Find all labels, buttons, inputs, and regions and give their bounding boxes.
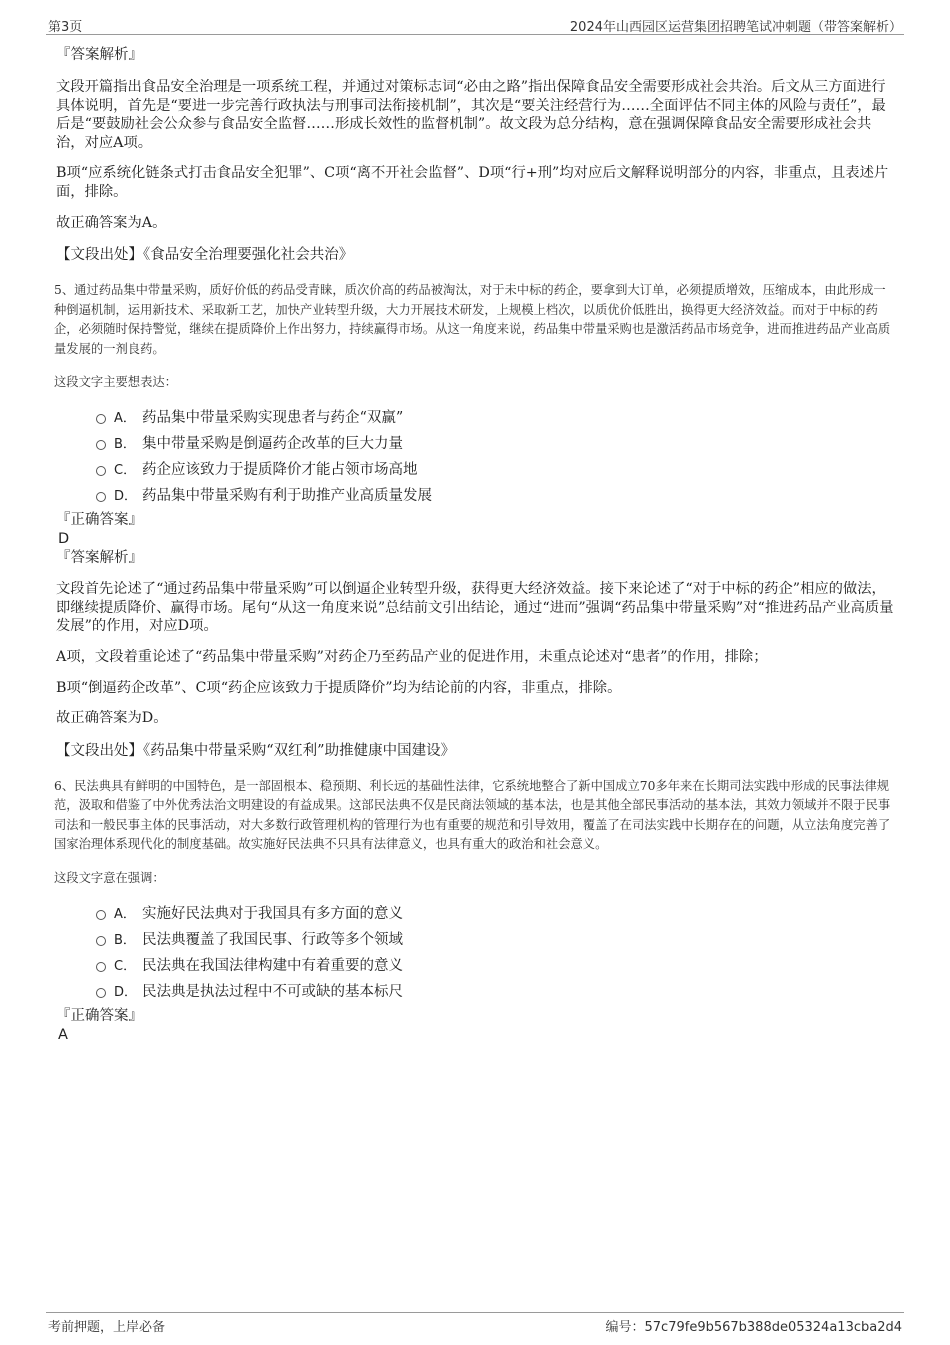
answer-value: A bbox=[58, 1026, 68, 1043]
option-a[interactable]: A． 药品集中带量采购实现患者与药企“双赢” bbox=[96, 405, 894, 431]
analysis-label: 『答案解析』 bbox=[56, 47, 143, 63]
analysis-paragraph: 文段首先论述了“通过药品集中带量采购”可以倒逼企业转型升级，获得更大经济效益。接下来论述了“对于中标的药企”相应的做法，即继续提质降价、赢得市场。尾句“从这一角度来说”总结前文引出结论，通过“进而”强调“药品集中带量采购”对“推进药品产业高质量发展”的作用，对应D项。 bbox=[56, 581, 894, 635]
option-a[interactable]: A． 实施好民法典对于我国具有多方面的意义 bbox=[96, 901, 894, 927]
page-number: 第3页 bbox=[48, 20, 83, 35]
question-stem: 6、民法典具有鲜明的中国特色，是一部固根本、稳预期、利长远的基础性法律，它系统地整合了新中国成立70多年来在长期司法实践中形成的民事法律规范，汲取和借鉴了中外优秀法治文明建设的有益成果。这部民法典不仅是民商法领域的基本法，也是其他全部民事活动的基本法，其效力领域并不限于民事司法和一般民事主体的民事活动，对大多数行政管理机构的管理行为也有重要的规范和引导效用，覆盖了在司法实践中长期存在的问题，从立法角度完善了国家治理体系现代化的制度基础。故实施好民法典不只具有法律意义，也具有重大的政治和社会意义。 bbox=[54, 778, 891, 852]
option-b[interactable]: B． 集中带量采购是倒逼药企改革的巨大力量 bbox=[96, 431, 894, 457]
radio-icon[interactable] bbox=[96, 466, 106, 476]
document-id: 编号：57c79fe9b567b388de05324a13cba2d4 bbox=[605, 1320, 902, 1335]
radio-icon[interactable] bbox=[96, 910, 106, 920]
option-c[interactable]: C． 民法典在我国法律构建中有着重要的意义 bbox=[96, 953, 894, 979]
option-b[interactable]: B． 民法典覆盖了我国民事、行政等多个领域 bbox=[96, 927, 894, 953]
analysis-paragraph: 故正确答案为A。 bbox=[56, 214, 167, 231]
option-d[interactable]: D． 药品集中带量采购有利于助推产业高质量发展 bbox=[96, 483, 894, 509]
radio-icon[interactable] bbox=[96, 440, 106, 450]
question-stem: 5、通过药品集中带量采购，质好价低的药品受青睐，质次价高的药品被淘汰，对于未中标的药企，要拿到大订单，必须提质增效，压缩成本，由此形成一种倒逼机制，运用新技术、采取新工艺，加快产业转型升级，大力开展技术研发，上规模上档次，以质优价低胜出，换得更大经济效益。而对于中标的药企，必须随时保持警觉，继续在提质降价上作出努力，持续赢得市场。从这一角度来说，药品集中带量采购也是激活药品市场竞争，进而推进药品产业高质量发展的一剂良药。 bbox=[54, 283, 891, 356]
option-d[interactable]: D． 民法典是执法过程中不可或缺的基本标尺 bbox=[96, 979, 894, 1005]
options-list bbox=[56, 901, 894, 1005]
analysis-paragraph: B项“倒逼药企改革”、C项“药企应该致力于提质降价”均为结论前的内容，非重点，排除。 bbox=[56, 679, 622, 696]
radio-icon[interactable] bbox=[96, 936, 106, 946]
radio-icon[interactable] bbox=[96, 492, 106, 502]
answer-value: D bbox=[58, 531, 70, 548]
answer-label: 『正确答案』 bbox=[56, 1007, 143, 1024]
radio-icon[interactable] bbox=[96, 988, 106, 998]
answer-label: 『正确答案』 bbox=[56, 512, 143, 529]
radio-icon[interactable] bbox=[96, 414, 106, 424]
footer-slogan: 考前押题，上岸必备 bbox=[48, 1320, 166, 1335]
page-header bbox=[46, 14, 904, 35]
analysis-paragraph: A项，文段着重论述了“药品集中带量采购”对药企乃至药品产业的促进作用，未重点论述对“患者”的作用，排除； bbox=[56, 648, 768, 665]
analysis-label: 『答案解析』 bbox=[56, 550, 143, 567]
question-prompt: 这段文字主要想表达： bbox=[54, 375, 177, 390]
question-prompt: 这段文字意在强调： bbox=[54, 870, 165, 885]
source-citation: 【文段出处】《药品集中带量采购“双红利”助推健康中国建设》 bbox=[56, 742, 456, 759]
analysis-paragraph: B项“应系统化链条式打击食品安全犯罪”、C项“离不开社会监督”、D项“行+刑”均对应后文解释说明部分的内容，非重点，且表述片面，排除。 bbox=[56, 165, 889, 200]
analysis-paragraph: 故正确答案为D。 bbox=[56, 710, 168, 727]
document-title: 2024年山西园区运营集团招聘笔试冲刺题（带答案解析） bbox=[569, 20, 902, 35]
source-citation: 【文段出处】《食品安全治理要强化社会共治》 bbox=[56, 247, 354, 264]
option-c[interactable]: C． 药企应该致力于提质降价才能占领市场高地 bbox=[96, 457, 894, 483]
radio-icon[interactable] bbox=[96, 962, 106, 972]
page-footer bbox=[46, 1312, 904, 1335]
options-list bbox=[56, 405, 894, 509]
page-content bbox=[56, 46, 894, 1045]
analysis-paragraph: 文段开篇指出食品安全治理是一项系统工程，并通过对策标志词“必由之路”指出保障食品安全需要形成社会共治。后文从三方面进行具体说明，首先是“要进一步完善行政执法与刑事司法衔接机制”，其次是“要关注经营行为……全面评估不同主体的风险与责任”，最后是“要鼓励社会公众参与食品安全监督……形成长效性的监督机制”。故文段为总分结构，意在强调保障食品安全需要形成社会共治，对应A项。 bbox=[56, 79, 886, 151]
